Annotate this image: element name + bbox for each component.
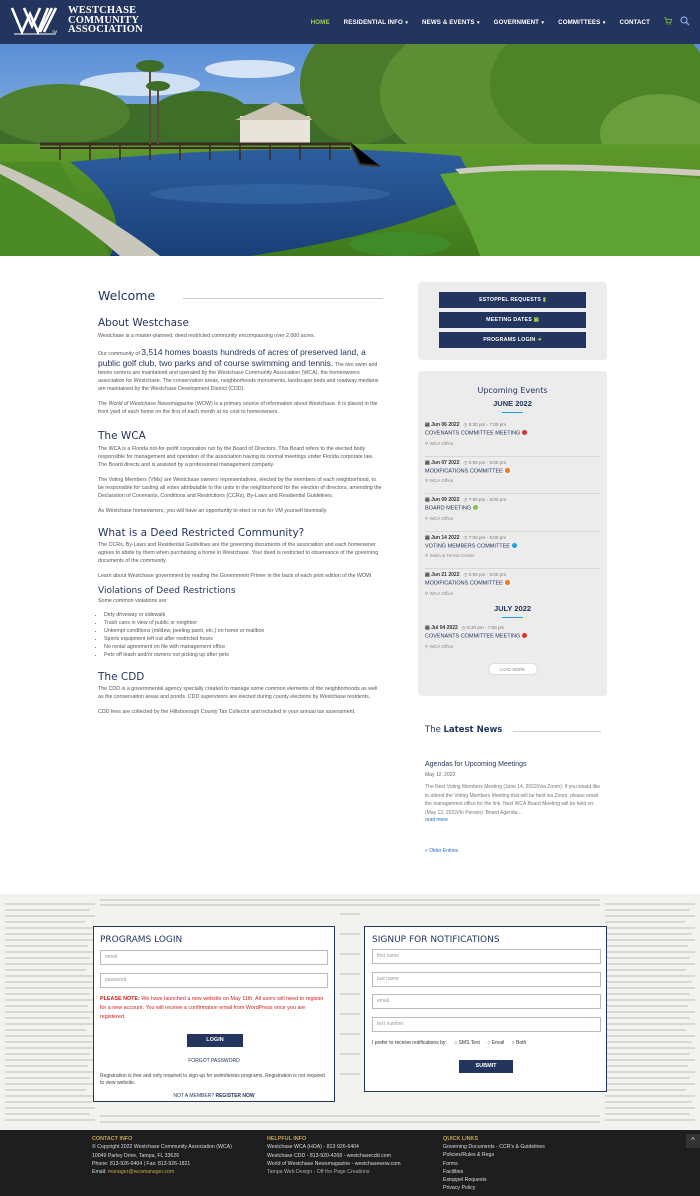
nav-contact[interactable] [620, 19, 651, 26]
estoppel-requests-label: ESTOPPEL REQUESTS [479, 297, 542, 303]
section-heading-violations: Violations of Deed Restrictions [98, 586, 236, 596]
nav-news-events[interactable] [422, 19, 480, 26]
logo-line-1: WESTCHASE [68, 5, 137, 16]
footer-contact [92, 1135, 232, 1176]
event-location [425, 516, 607, 522]
june-events [418, 422, 607, 604]
event-item[interactable] [425, 460, 607, 498]
estoppel-requests-button[interactable] [439, 292, 586, 308]
event-location-text: WCA Office [429, 515, 454, 521]
section-heading-wca: The WCA [98, 430, 146, 442]
chevron-down-icon: ▾ [403, 19, 409, 26]
event-time [463, 422, 506, 428]
logo-line-3: ASSOCIATION [68, 24, 143, 35]
event-location-text: WCA Office [429, 590, 454, 596]
title-divider [183, 298, 383, 299]
category-dot-icon [505, 580, 510, 585]
logo-wordmark [68, 6, 143, 35]
list-item: • Dirty driveway or sidewalk [104, 611, 383, 619]
quick-buttons-box [418, 282, 607, 360]
nav-residential-info-label: RESIDENTIAL INFO [343, 18, 403, 26]
deed-paragraph-1: The CCRs, By-Laws and Residential Guidelines are the governing documents of the association and each homeowner agrees to abide by them when purchasing a home in Westchase. Your deed is restricted to observance of the governing documents of the community. [98, 542, 379, 564]
event-location-text: WCA Office [429, 440, 454, 446]
event-item[interactable] [425, 572, 607, 604]
deed-paragraph-2: Learn about Westchase government by reading the Government Primer in the back of each print edition of the WOW. [98, 573, 373, 579]
sidebar [418, 282, 607, 696]
cart-icon[interactable] [664, 17, 672, 27]
section-heading-about: About Westchase [98, 317, 189, 329]
about-paragraph-1: Westchase is a master-planned, deed restricted community encompassing over 2,000 acres. [98, 333, 316, 339]
nav-government[interactable] [494, 19, 544, 26]
event-title-text: MODIFICATIONS COMMITTEE [425, 580, 503, 587]
event-date-text: Jul 04 2022 [431, 625, 458, 631]
list-item: • Trash cans in view of public or neighbor [104, 619, 383, 627]
page-title-text: Welcome [98, 288, 156, 303]
footer-helpful-line: Westchase WCA (HOA) - 813-926-6404 [267, 1144, 359, 1151]
section-heading-cdd: The CDD [98, 671, 145, 683]
not-member-text: NOT A MEMBER? [173, 1093, 216, 1099]
forgot-password-link[interactable]: FORGOT PASSWORD [188, 1058, 240, 1064]
document-icon: ▮ [542, 297, 546, 303]
event-location-text: Swim & Tennis Center [429, 553, 475, 558]
preference-label: I prefer to receive notifications by: [372, 1040, 447, 1046]
event-location [425, 591, 607, 597]
event-item[interactable] [425, 535, 607, 573]
location-pin-icon: ⚲ [425, 515, 430, 521]
event-title-text: COVENANTS COMMITTEE MEETING [425, 633, 521, 640]
programs-login-form [93, 926, 335, 1102]
footer-helpful-line[interactable]: Westchase CDD - 813-920-4268 - westchasecdd.com [267, 1152, 391, 1159]
upcoming-events-box [418, 371, 607, 696]
event-title-text: MODIFICATIONS COMMITTEE [425, 468, 503, 474]
calendar-icon: ▤ [425, 459, 432, 466]
clock-icon: ◷ [463, 422, 469, 427]
list-item: • Pets off leash and/or owners not picking up after pets [104, 651, 383, 659]
programs-login-title: PROGRAMS LOGIN [100, 935, 183, 945]
login-notice [100, 995, 330, 1022]
footer-contact-heading: CONTACT INFO [92, 1136, 133, 1142]
notice-text: We have launched a new website on May 11th. All users will need to register for a new account. You will receive a confirmation email from WordPress once you are registered. [100, 996, 324, 1020]
login-password-input[interactable]: password [100, 973, 328, 988]
footer-quick-link[interactable]: Estoppel Requests [443, 1177, 487, 1184]
violations-intro: Some common violations are: [98, 598, 168, 604]
category-dot-icon [522, 430, 527, 435]
event-title [425, 430, 607, 437]
event-location [425, 553, 607, 559]
about-p2-rest: The two swim and tennis centers are maintained and operated by the Westchase Community Association (WCA), the homeowners association for Westchase. The conservation areas, neighborhoods monuments, landscape beds and roadway medians are maintained by the Westchase Development District (CDD). [98, 362, 379, 392]
radio-both[interactable]: ○ Both [511, 1040, 527, 1046]
event-location [425, 644, 607, 650]
article-date: May 12, 2022 [425, 772, 456, 778]
month-heading-june: JUNE 2022 [418, 399, 607, 408]
footer-contact-line: © Copyright 2022 Westchase Community Association (WCA) [92, 1144, 232, 1151]
nav-home[interactable] [311, 19, 330, 26]
event-date [425, 422, 459, 428]
footer-quick-link[interactable]: Facilities [443, 1168, 464, 1175]
chevron-down-icon: ▾ [475, 19, 480, 26]
logo-line-2: COMMUNITY [68, 14, 140, 26]
chevron-down-icon: ▾ [601, 19, 606, 26]
wca-paragraph-1: The WCA is a Florida not-for-profit corporation run by the Board of Directors. This Board refers to the elected body responsible for management and operation of the association having its normal meetings under Florida corporate law. The Board directs and is assisted by a professional management company. [98, 446, 374, 468]
event-date-text: Jun 06 2022 [431, 422, 460, 428]
footer-quick-link[interactable]: Privacy Policy [443, 1185, 476, 1192]
footer-credit[interactable]: Tampa Web Design - Off the Page Creations [267, 1169, 370, 1176]
location-pin-icon: ⚲ [425, 590, 430, 596]
programs-login-label: PROGRAMS LOGIN [483, 337, 536, 343]
nav-contact-label: CONTACT [619, 18, 650, 26]
calendar-icon: ▤ [425, 497, 432, 503]
events-title: Upcoming Events [477, 386, 548, 395]
login-icon: ➜ [537, 337, 542, 343]
category-dot-icon [522, 633, 527, 638]
july-events [418, 625, 607, 655]
footer-email-line [92, 1168, 232, 1176]
about-p2-lead: Our community of [98, 351, 142, 357]
read-more-link[interactable]: read more [425, 817, 448, 823]
footer-quick-links [443, 1135, 545, 1192]
violations-list [98, 611, 383, 659]
category-dot-icon [473, 505, 478, 510]
location-pin-icon: ⚲ [425, 440, 430, 446]
footer-email-label: Email: [92, 1169, 108, 1176]
wca-paragraph-3: As Westchase homeowners, you will have an opportunity to elect or run for VM yourself biennially. [98, 508, 328, 514]
site-footer [0, 1130, 700, 1196]
hero-image [0, 44, 700, 256]
nav-residential-info[interactable] [344, 19, 408, 26]
calendar-icon: ▤ [425, 534, 432, 541]
event-item[interactable] [425, 497, 607, 535]
wca-paragraph-2: The Voting Members (VMs) are Westchase owners' representatives, elected by the members of each neighborhood, to be responsible for casting all votes attributable to the units in the neighborhood for the election of directors, amending the Declaration of Covenants, Conditions and Restrictions (CCRs), By-Laws and Residential Guidelines. [98, 477, 382, 499]
event-time-text: 5:30 pm - 7:00 pm [467, 625, 505, 630]
radio-email[interactable]: ○ Email [487, 1040, 505, 1046]
radio-email-label: Email [491, 1040, 505, 1046]
list-item: • Unkempt conditions (mildew, peeling paint, etc.) on home or mailbox [104, 627, 383, 635]
location-pin-icon: ⚲ [425, 553, 430, 558]
signup-email-input[interactable]: email [372, 994, 601, 1009]
event-title [425, 580, 607, 587]
calendar-icon: ▤ [425, 625, 432, 631]
footer-email-link[interactable]: manager@wcamanager.com [107, 1169, 175, 1176]
about-paragraph-3 [98, 400, 383, 416]
latest-news [425, 725, 601, 854]
event-date-text: Jun 07 2022 [431, 459, 460, 466]
location-pin-icon: ⚲ [425, 478, 430, 483]
page-title [98, 288, 383, 303]
notice-label: PLEASE NOTE: [100, 996, 140, 1002]
clock-icon: ◷ [463, 497, 469, 502]
nav-news-events-label: NEWS & EVENTS [422, 18, 475, 26]
event-time-text: 7:00 pm - 8:00 pm [468, 534, 507, 540]
footer-helpful-heading: HELPFUL INFO [267, 1136, 307, 1142]
event-date [425, 460, 459, 466]
event-date-text: Jun 21 2022 [431, 572, 460, 578]
footer-contact-line: 10049 Parley Drive, Tampa, FL 33626 [92, 1152, 180, 1159]
event-title-text: BOARD MEETING [425, 505, 472, 512]
event-time [463, 535, 506, 541]
event-time [463, 497, 506, 503]
calendar-icon: ▤ [425, 572, 432, 578]
event-title [425, 633, 607, 640]
event-date [425, 625, 458, 631]
footer-helpful [267, 1135, 401, 1176]
clock-icon: ◷ [463, 534, 469, 540]
event-title [425, 468, 607, 475]
event-title-text: VOTING MEMBERS COMMITTEE [425, 543, 510, 549]
about-p3-em: World of Westchase Newsmagazine [108, 401, 194, 407]
load-more-button[interactable]: LOAD MORE [488, 663, 538, 675]
site-header [0, 0, 700, 44]
event-location [425, 441, 607, 447]
event-divider [425, 493, 600, 494]
event-location [425, 478, 607, 484]
about-p2-highlight: 3,514 homes boasts hundreds of acres of preserved land, a public golf club, two parks and of course swimming and tennis. [98, 347, 366, 368]
article-title[interactable]: Agendas for Upcoming Meetings [425, 761, 527, 768]
event-time-text: 5:00 pm - 6:00 pm [468, 459, 507, 465]
radio-sms[interactable]: ○ SMS Text [454, 1040, 480, 1046]
calendar-icon: ▤ [425, 422, 432, 428]
footer-quick-heading: QUICK LINKS [443, 1136, 479, 1142]
month-heading-july: JULY 2022 [418, 604, 607, 613]
back-to-top-button[interactable]: ^ [686, 1134, 700, 1148]
event-divider [425, 568, 600, 569]
nav-government-label: GOVERNMENT [493, 18, 540, 26]
event-time [462, 625, 505, 631]
event-divider [425, 531, 600, 532]
footer-helpful-line[interactable]: World of Westchase Newsmagazine - westchasewow.com [267, 1160, 401, 1167]
latest-news-bold: Latest News [443, 725, 503, 735]
event-location-text: WCA Office [429, 478, 454, 483]
about-p3-rest: (WOW) is a primary source of information about Westchase. It is placed in the front yard of each home on the first of each month at no cost to homeowners. [98, 401, 378, 415]
article-excerpt: The Next Voting Members Meeting (June 14, 2022//via Zoom): If you would like to attend the Voting Members Meeting that will be held via Zoom, please email the management office for the link. Next WCA Board Meeting will be held on: (May 12, 2022//In Person): Board Agenda... [425, 784, 601, 816]
chevron-down-icon: ▾ [540, 19, 545, 26]
latest-news-heading [425, 725, 601, 735]
event-title-text: COVENANTS COMMITTEE MEETING [425, 430, 521, 437]
event-item[interactable] [425, 422, 607, 460]
not-member-line [94, 1093, 334, 1099]
event-divider [425, 456, 600, 457]
register-now-link[interactable]: REGISTER NOW [215, 1093, 255, 1099]
event-title [425, 543, 607, 550]
event-time-text: 5:00 pm - 6:00 pm [468, 572, 507, 577]
registration-note: Registration is free and only required to sign-up for swim/tennis programs. Registration is not required to view website. [100, 1073, 325, 1086]
list-item: • Sports equipment left out after restricted hours [104, 635, 383, 643]
list-item: • No rental agreement on file with management office [104, 643, 383, 651]
event-time [463, 572, 506, 578]
latest-news-the: The [425, 725, 444, 735]
footer-quick-link[interactable]: Forms [443, 1160, 458, 1167]
notification-preference [372, 1040, 526, 1046]
radio-sms-label: SMS Text [458, 1040, 480, 1046]
section-heading-deed: What is a Deed Restricted Community? [98, 527, 305, 539]
main-nav [297, 0, 672, 44]
event-title [425, 505, 607, 512]
clock-icon: ◷ [463, 459, 469, 465]
event-date-text: Jun 14 2022 [431, 534, 460, 541]
login-email-input[interactable]: email [100, 950, 328, 965]
meeting-dates-button[interactable] [439, 312, 586, 328]
last-name-input[interactable]: last name [372, 972, 601, 987]
about-p3-lead: The [98, 401, 109, 407]
nav-home-label: HOME [310, 18, 330, 26]
older-entries-link[interactable]: « Older Entries [425, 848, 459, 854]
footer-quick-link[interactable]: Governing Documents - CCR's & Guidelines [443, 1144, 545, 1151]
location-pin-icon: ⚲ [425, 643, 430, 649]
meeting-dates-label: MEETING DATES [486, 317, 532, 323]
programs-login-button[interactable] [439, 332, 586, 348]
event-date-text: Jun 09 2022 [431, 497, 460, 503]
login-button[interactable]: LOGIN [187, 1034, 243, 1047]
about-paragraph-2 [98, 347, 383, 393]
clock-icon: ◷ [461, 625, 468, 630]
event-date [425, 572, 459, 578]
main-content [98, 288, 383, 716]
signup-notifications-form [364, 926, 607, 1092]
first-name-input[interactable]: first name [372, 949, 601, 964]
clock-icon: ◷ [463, 572, 469, 577]
event-location-text: WCA Office [429, 643, 454, 649]
forms-section [0, 894, 700, 1130]
text-number-input[interactable]: text number [372, 1017, 601, 1032]
site-logo[interactable] [10, 4, 150, 38]
calendar-icon: ▦ [533, 317, 539, 323]
event-time-text: 7:00 pm - 8:00 pm [468, 497, 507, 502]
signup-title: SIGNUP FOR NOTIFICATIONS [372, 935, 500, 945]
category-dot-icon [512, 543, 517, 548]
cdd-paragraph-2: CDD fees are collected by the Hillsborough County Tax Collector and included in your annual tax assessment. [98, 709, 356, 715]
category-dot-icon [505, 468, 510, 473]
logo-trademark: TM [52, 30, 58, 34]
event-time [463, 460, 506, 466]
latest-news-divider [513, 731, 601, 732]
footer-contact-line: Phone: 813-926-6404 | Fax: 813-926-1821 [92, 1160, 191, 1167]
search-icon[interactable] [680, 16, 690, 26]
footer-quick-link[interactable]: Policies/Rules & Regs [443, 1152, 495, 1159]
cdd-paragraph-1: The CDD is a governmental agency specially created to manage some common elements of the neighborhoods as well as the conservation areas and ponds. CDD supervisors are elected during county elections by Westchase residents. [98, 686, 378, 700]
event-item[interactable] [425, 625, 607, 655]
event-time-text: 5:30 pm - 7:00 pm [468, 422, 507, 427]
submit-button[interactable]: SUBMIT [459, 1060, 513, 1073]
radio-both-label: Both [516, 1040, 527, 1046]
hero-landscape-photo [0, 44, 700, 256]
nav-committees[interactable] [558, 19, 605, 26]
event-date [425, 497, 459, 503]
nav-committees-label: COMMITTEES [558, 18, 601, 26]
event-date [425, 535, 459, 541]
